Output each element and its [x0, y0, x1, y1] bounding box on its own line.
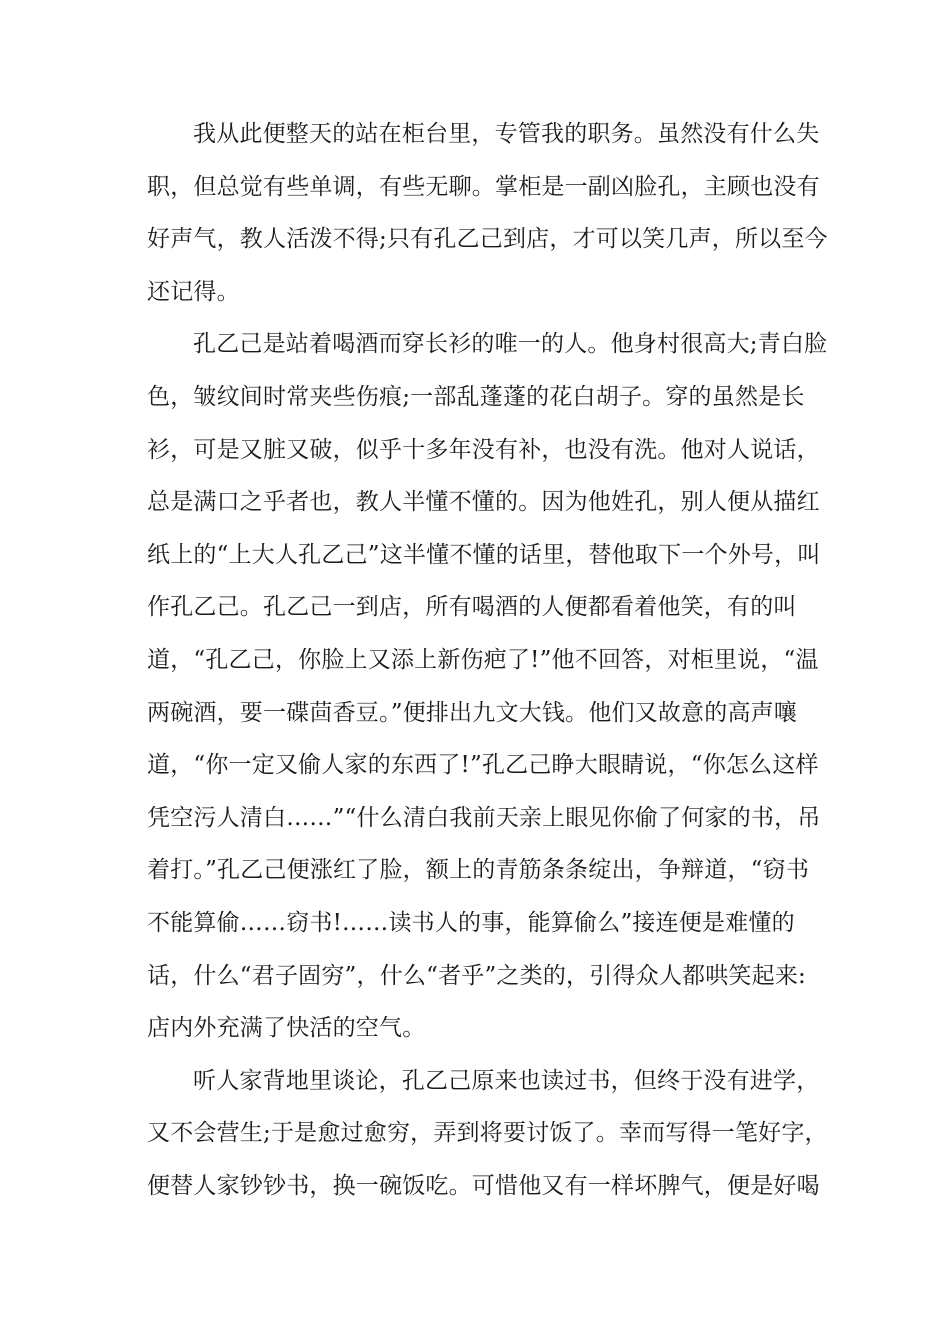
paragraph-2-line-9: 道，“你一定又偷人家的东西了!”孔乙己睁大眼睛说，“你怎么这样	[147, 752, 819, 779]
paragraph-3-line-3: 便替人家钞钞书，换一碗饭吃。可惜他又有一样坏脾气，便是好喝	[147, 1172, 820, 1199]
paragraph-2-line-10: 凭空污人清白……”“什么清白我前天亲上眼见你偷了何家的书，吊	[147, 804, 821, 831]
paragraph-2-line-7: 道，“孔乙己，你脸上又添上新伤疤了!”他不回答，对柜里说，“温	[147, 646, 819, 673]
paragraph-2-line-6: 作孔乙己。孔乙己一到店，所有喝酒的人便都看着他笑，有的叫	[147, 594, 797, 621]
paragraph-2-line-12: 不能算偷……窃书!……读书人的事，能算偷么”接连便是难懂的	[147, 909, 795, 936]
paragraph-1-line-1: 我从此便整天的站在柜台里，专管我的职务。虽然没有什么失	[193, 121, 820, 147]
paragraph-1-line-4: 还记得。	[147, 278, 240, 305]
paragraph-3-line-1: 听人家背地里谈论，孔乙己原来也读过书，但终于没有进学，	[193, 1067, 820, 1094]
paragraph-3-line-2: 又不会营生;于是愈过愈穷，弄到将要讨饭了。幸而写得一笔好字，	[147, 1120, 828, 1147]
paragraph-1-line-3: 好声气，教人活泼不得;只有孔乙己到店，才可以笑几声，所以至今	[147, 226, 828, 253]
paragraph-2-line-3: 衫，可是又脏又破，似乎十多年没有补，也没有洗。他对人说话，	[147, 436, 820, 463]
paragraph-2-line-5: 纸上的“上大人孔乙己”这半懂不懂的话里，替他取下一个外号，叫	[147, 541, 821, 568]
paragraph-2-line-2: 色，皱纹间时常夹些伤痕;一部乱蓬蓬的花白胡子。穿的虽然是长	[147, 383, 805, 410]
paragraph-2-line-1: 孔乙己是站着喝酒而穿长衫的唯一的人。他身村很高大;青白脸	[193, 331, 828, 358]
paragraph-1-line-2: 职，但总觉有些单调，有些无聊。掌柜是一副凶脸孔，主顾也没有	[147, 173, 820, 200]
paragraph-2-line-11: 着打。”孔乙己便涨红了脸，额上的青筋条条绽出，争辩道，“窃书	[147, 857, 810, 884]
paragraph-2-line-14: 店内外充满了快活的空气。	[147, 1015, 426, 1042]
document-body	[147, 108, 828, 1212]
paragraph-2-line-8: 两碗酒，要一碟茴香豆。”便排出九文大钱。他们又故意的高声嚷	[147, 699, 798, 726]
paragraph-2-line-13: 话，什么“君子固穷”，什么“者乎”之类的，引得众人都哄笑起来:	[147, 962, 806, 989]
paragraph-2-line-4: 总是满口之乎者也，教人半懂不懂的。因为他姓孔，别人便从描红	[147, 489, 820, 516]
